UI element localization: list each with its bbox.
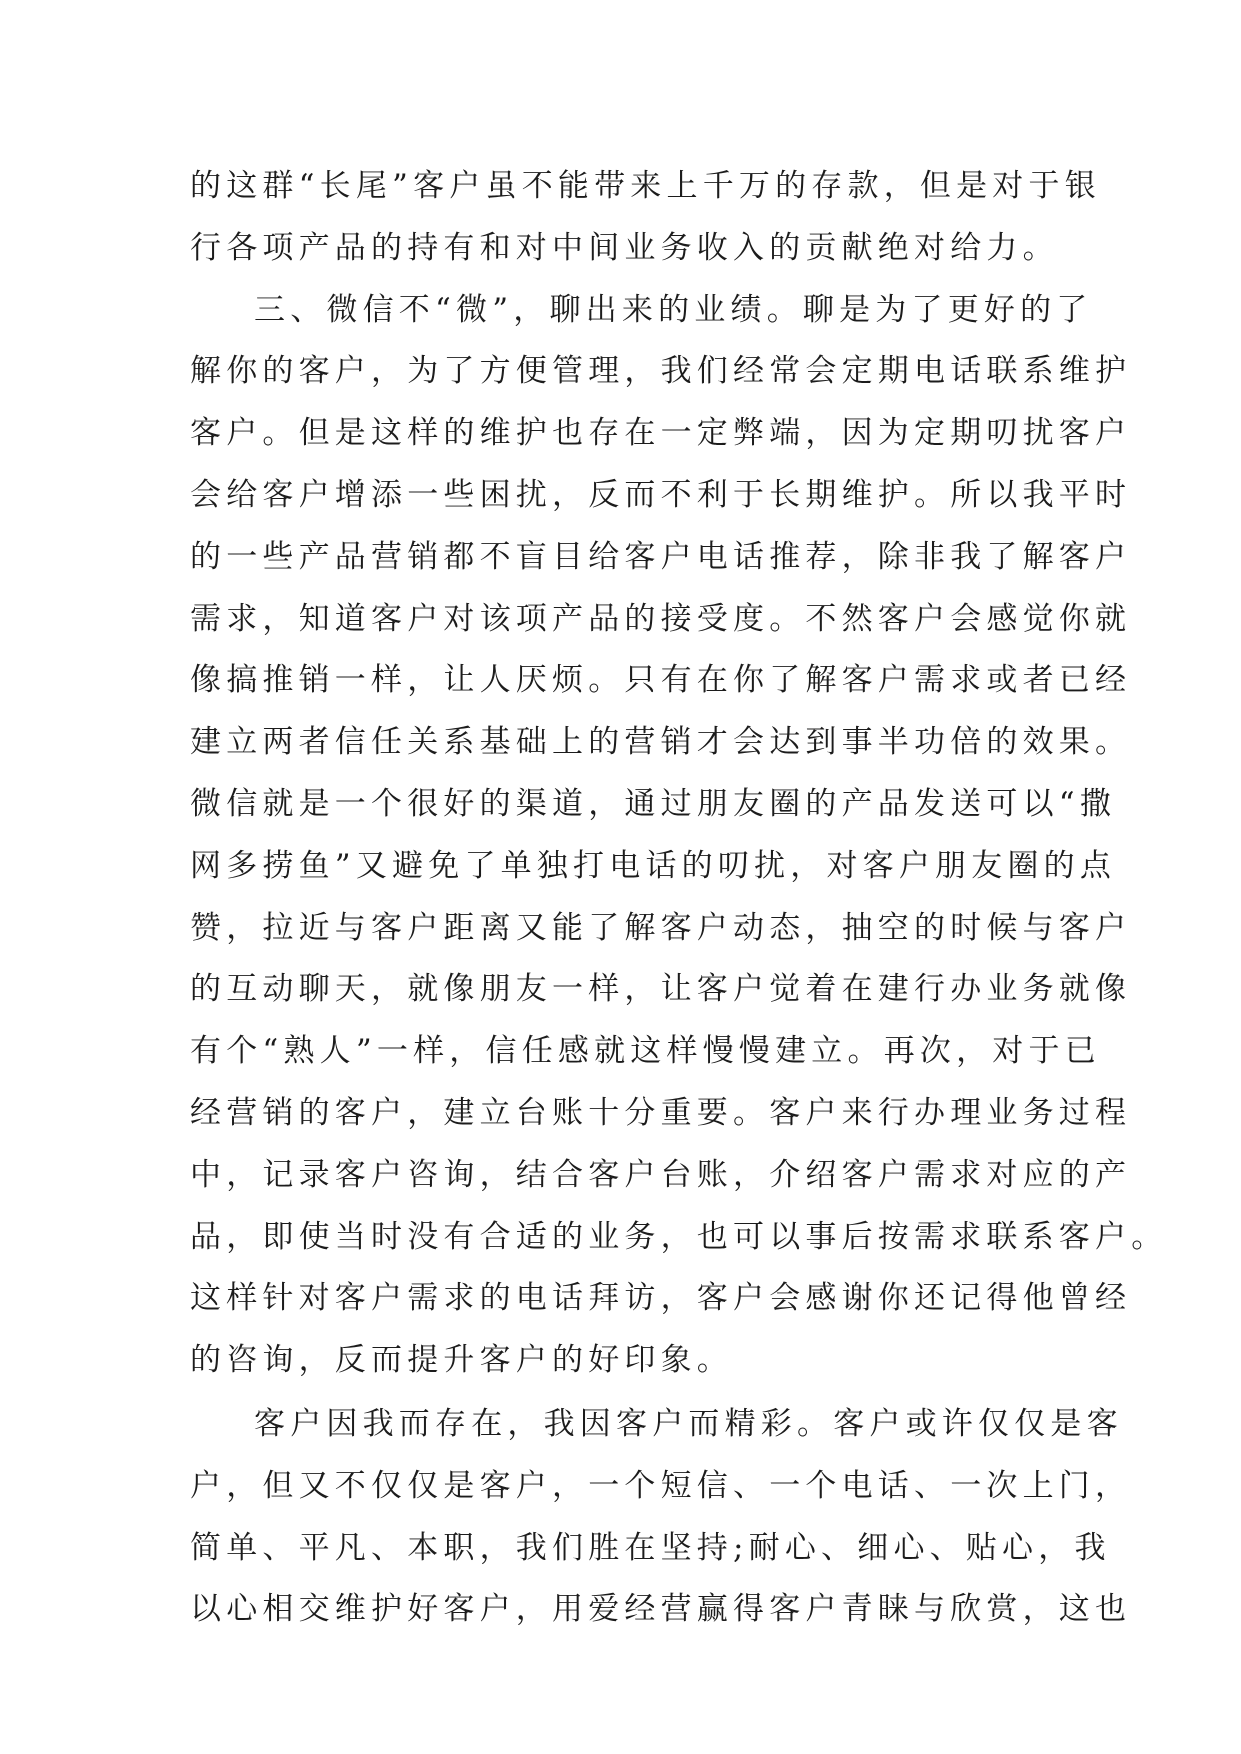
text-line: 赞，拉近与客户距离又能了解客户动态，抽空的时候与客户 [190, 909, 1132, 946]
text-line: 有个“熟人”一样，信任感就这样慢慢建立。再次，对于已 [190, 1033, 1101, 1070]
text-line: 中，记录客户咨询，结合客户台账，介绍客户需求对应的产 [190, 1156, 1132, 1193]
text-line: 会给客户增添一些困扰，反而不利于长期维护。所以我平时 [190, 476, 1132, 513]
text-line: 的互动聊天，就像朋友一样，让客户觉着在建行办业务就像 [190, 971, 1132, 1008]
text-line: 像搞推销一样，让人厌烦。只有在你了解客户需求或者已经 [190, 662, 1132, 699]
text-line: 微信就是一个很好的渠道，通过朋友圈的产品发送可以“撒 [190, 785, 1117, 822]
text-line: 经营销的客户，建立台账十分重要。客户来行办理业务过程 [190, 1094, 1132, 1131]
text-line: 行各项产品的持有和对中间业务收入的贡献绝对给力。 [190, 229, 1059, 266]
paragraph-start-line: 三、微信不“微”，聊出来的业绩。聊是为了更好的了 [254, 291, 1093, 328]
text-line: 解你的客户，为了方便管理，我们经常会定期电话联系维护 [190, 353, 1132, 390]
body-text [190, 156, 1168, 1641]
text-line: 网多捞鱼”又避免了单独打电话的叨扰，对客户朋友圈的点 [190, 847, 1117, 884]
text-line: 客户。但是这样的维护也存在一定弊端，因为定期叨扰客户 [190, 415, 1132, 452]
text-line: 的这群“长尾”客户虽不能带来上千万的存款，但是对于银 [190, 168, 1101, 204]
text-line: 户，但又不仅仅是客户，一个短信、一个电话、一次上门， [190, 1467, 1132, 1504]
text-line: 建立两者信任关系基础上的营销才会达到事半功倍的效果。 [190, 724, 1132, 761]
text-line: 这样针对客户需求的电话拜访，客户会感谢你还记得他曾经 [190, 1280, 1132, 1317]
paragraph-start-line: 客户因我而存在，我因客户而精彩。客户或许仅仅是客 [254, 1405, 1123, 1442]
text-line: 的一些产品营销都不盲目给客户电话推荐，除非我了解客户 [190, 538, 1132, 575]
text-line: 需求，知道客户对该项产品的接受度。不然客户会感觉你就 [190, 600, 1132, 637]
text-line: 简单、平凡、本职，我们胜在坚持;耐心、细心、贴心，我 [190, 1529, 1111, 1566]
text-line: 的咨询，反而提升客户的好印象。 [190, 1342, 733, 1379]
text-line: 以心相交维护好客户，用爱经营赢得客户青睐与欣赏，这也 [190, 1591, 1132, 1628]
text-line: 品，即使当时没有合适的业务，也可以事后按需求联系客户。 [190, 1218, 1168, 1255]
